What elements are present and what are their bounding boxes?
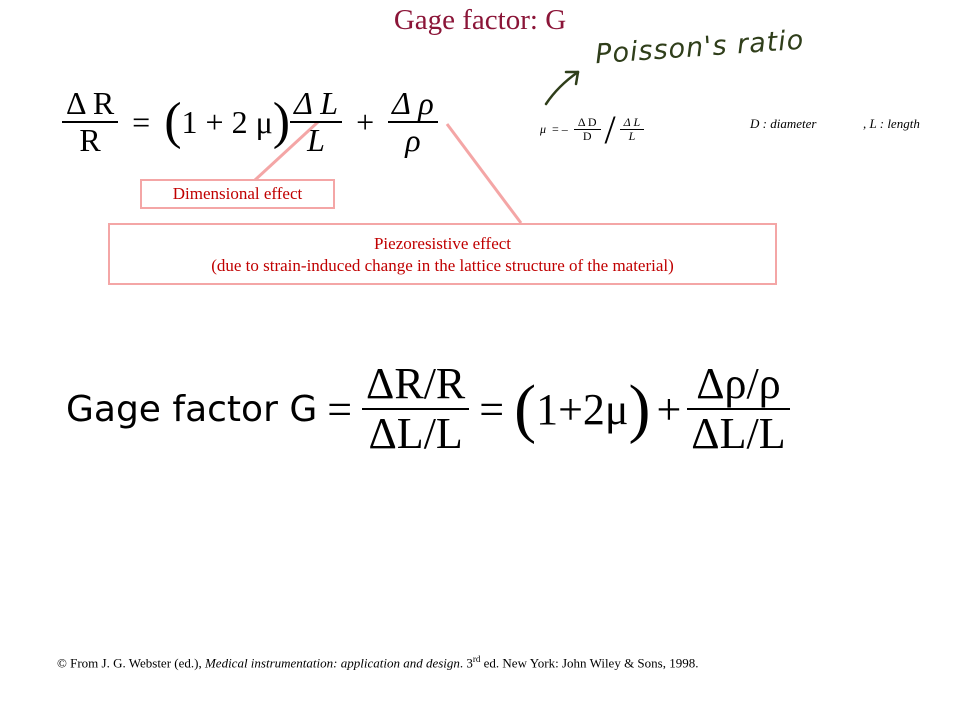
equals-sign: =	[327, 384, 353, 434]
definition-length: , L : length	[863, 116, 920, 131]
equals-minus: = –	[552, 122, 568, 136]
l-denominator: L	[307, 122, 325, 159]
r-denominator: R	[79, 122, 101, 159]
one-plus-two-mu: 1 + 2 μ	[181, 103, 273, 140]
equals-sign-2: =	[479, 384, 505, 434]
fraction-dd-d	[574, 116, 601, 143]
l-denominator: L	[628, 129, 636, 143]
one-plus-two-mu: 1+2μ	[536, 384, 629, 434]
drho-rho-numerator: Δρ/ρ	[696, 359, 781, 408]
dl-numerator: Δ L	[294, 85, 339, 121]
fraction-dr-over-dl	[362, 360, 469, 459]
connector-piezo	[447, 124, 521, 223]
mu-symbol: μ	[540, 122, 547, 136]
dr-r-numerator: ΔR/R	[366, 359, 466, 408]
open-paren: (	[164, 93, 182, 151]
fraction-dl-l	[290, 86, 342, 158]
definition-diameter: D : diameter	[750, 116, 817, 131]
piezoresistive-effect-box	[108, 223, 777, 285]
equals-sign: =	[132, 103, 151, 140]
fraction-dl-l-small	[620, 116, 645, 143]
citation-superscript: rd	[472, 654, 481, 664]
dl-numerator: Δ L	[623, 114, 641, 129]
fraction-drho-rho	[388, 86, 438, 158]
citation	[57, 654, 698, 671]
citation-middle: . 3	[459, 655, 473, 671]
resistance-change-equation	[62, 86, 438, 158]
dimensional-effect-box: Dimensional effect	[140, 179, 335, 209]
page-title: Gage factor: G	[393, 4, 567, 36]
dr-numerator: Δ R	[66, 85, 115, 121]
dl-l-denominator: ΔL/L	[691, 409, 786, 459]
dl-l-denominator: ΔL/L	[368, 409, 463, 459]
poisson-ratio-formula	[540, 106, 644, 153]
gage-factor-label: Gage factor G	[66, 388, 318, 430]
gage-factor-equation	[66, 360, 790, 459]
d-denominator: D	[582, 129, 592, 143]
citation-suffix: ed. New York: John Wiley & Sons, 1998.	[480, 655, 699, 671]
division-slash: /	[604, 107, 616, 152]
piezo-description: (due to strain-induced change in the lattice structure of the material)	[211, 256, 674, 275]
rho-denominator: ρ	[405, 122, 421, 159]
plus-sign: +	[356, 103, 375, 140]
poissons-ratio-annotation: Poisson's ratio	[594, 24, 806, 71]
close-paren: )	[628, 372, 651, 446]
fraction-dr-r	[62, 86, 118, 158]
open-paren: (	[514, 372, 537, 446]
citation-prefix: © From J. G. Webster (ed.),	[57, 655, 205, 671]
plus-sign: +	[656, 384, 682, 434]
close-paren: )	[272, 93, 291, 151]
fraction-drho-over-dl	[687, 360, 789, 459]
piezo-heading: Piezoresistive effect	[373, 234, 512, 253]
citation-book-title: Medical instrumentation: application and design	[204, 655, 460, 671]
dd-numerator: Δ D	[577, 114, 597, 129]
drho-numerator: Δ ρ	[392, 85, 434, 121]
